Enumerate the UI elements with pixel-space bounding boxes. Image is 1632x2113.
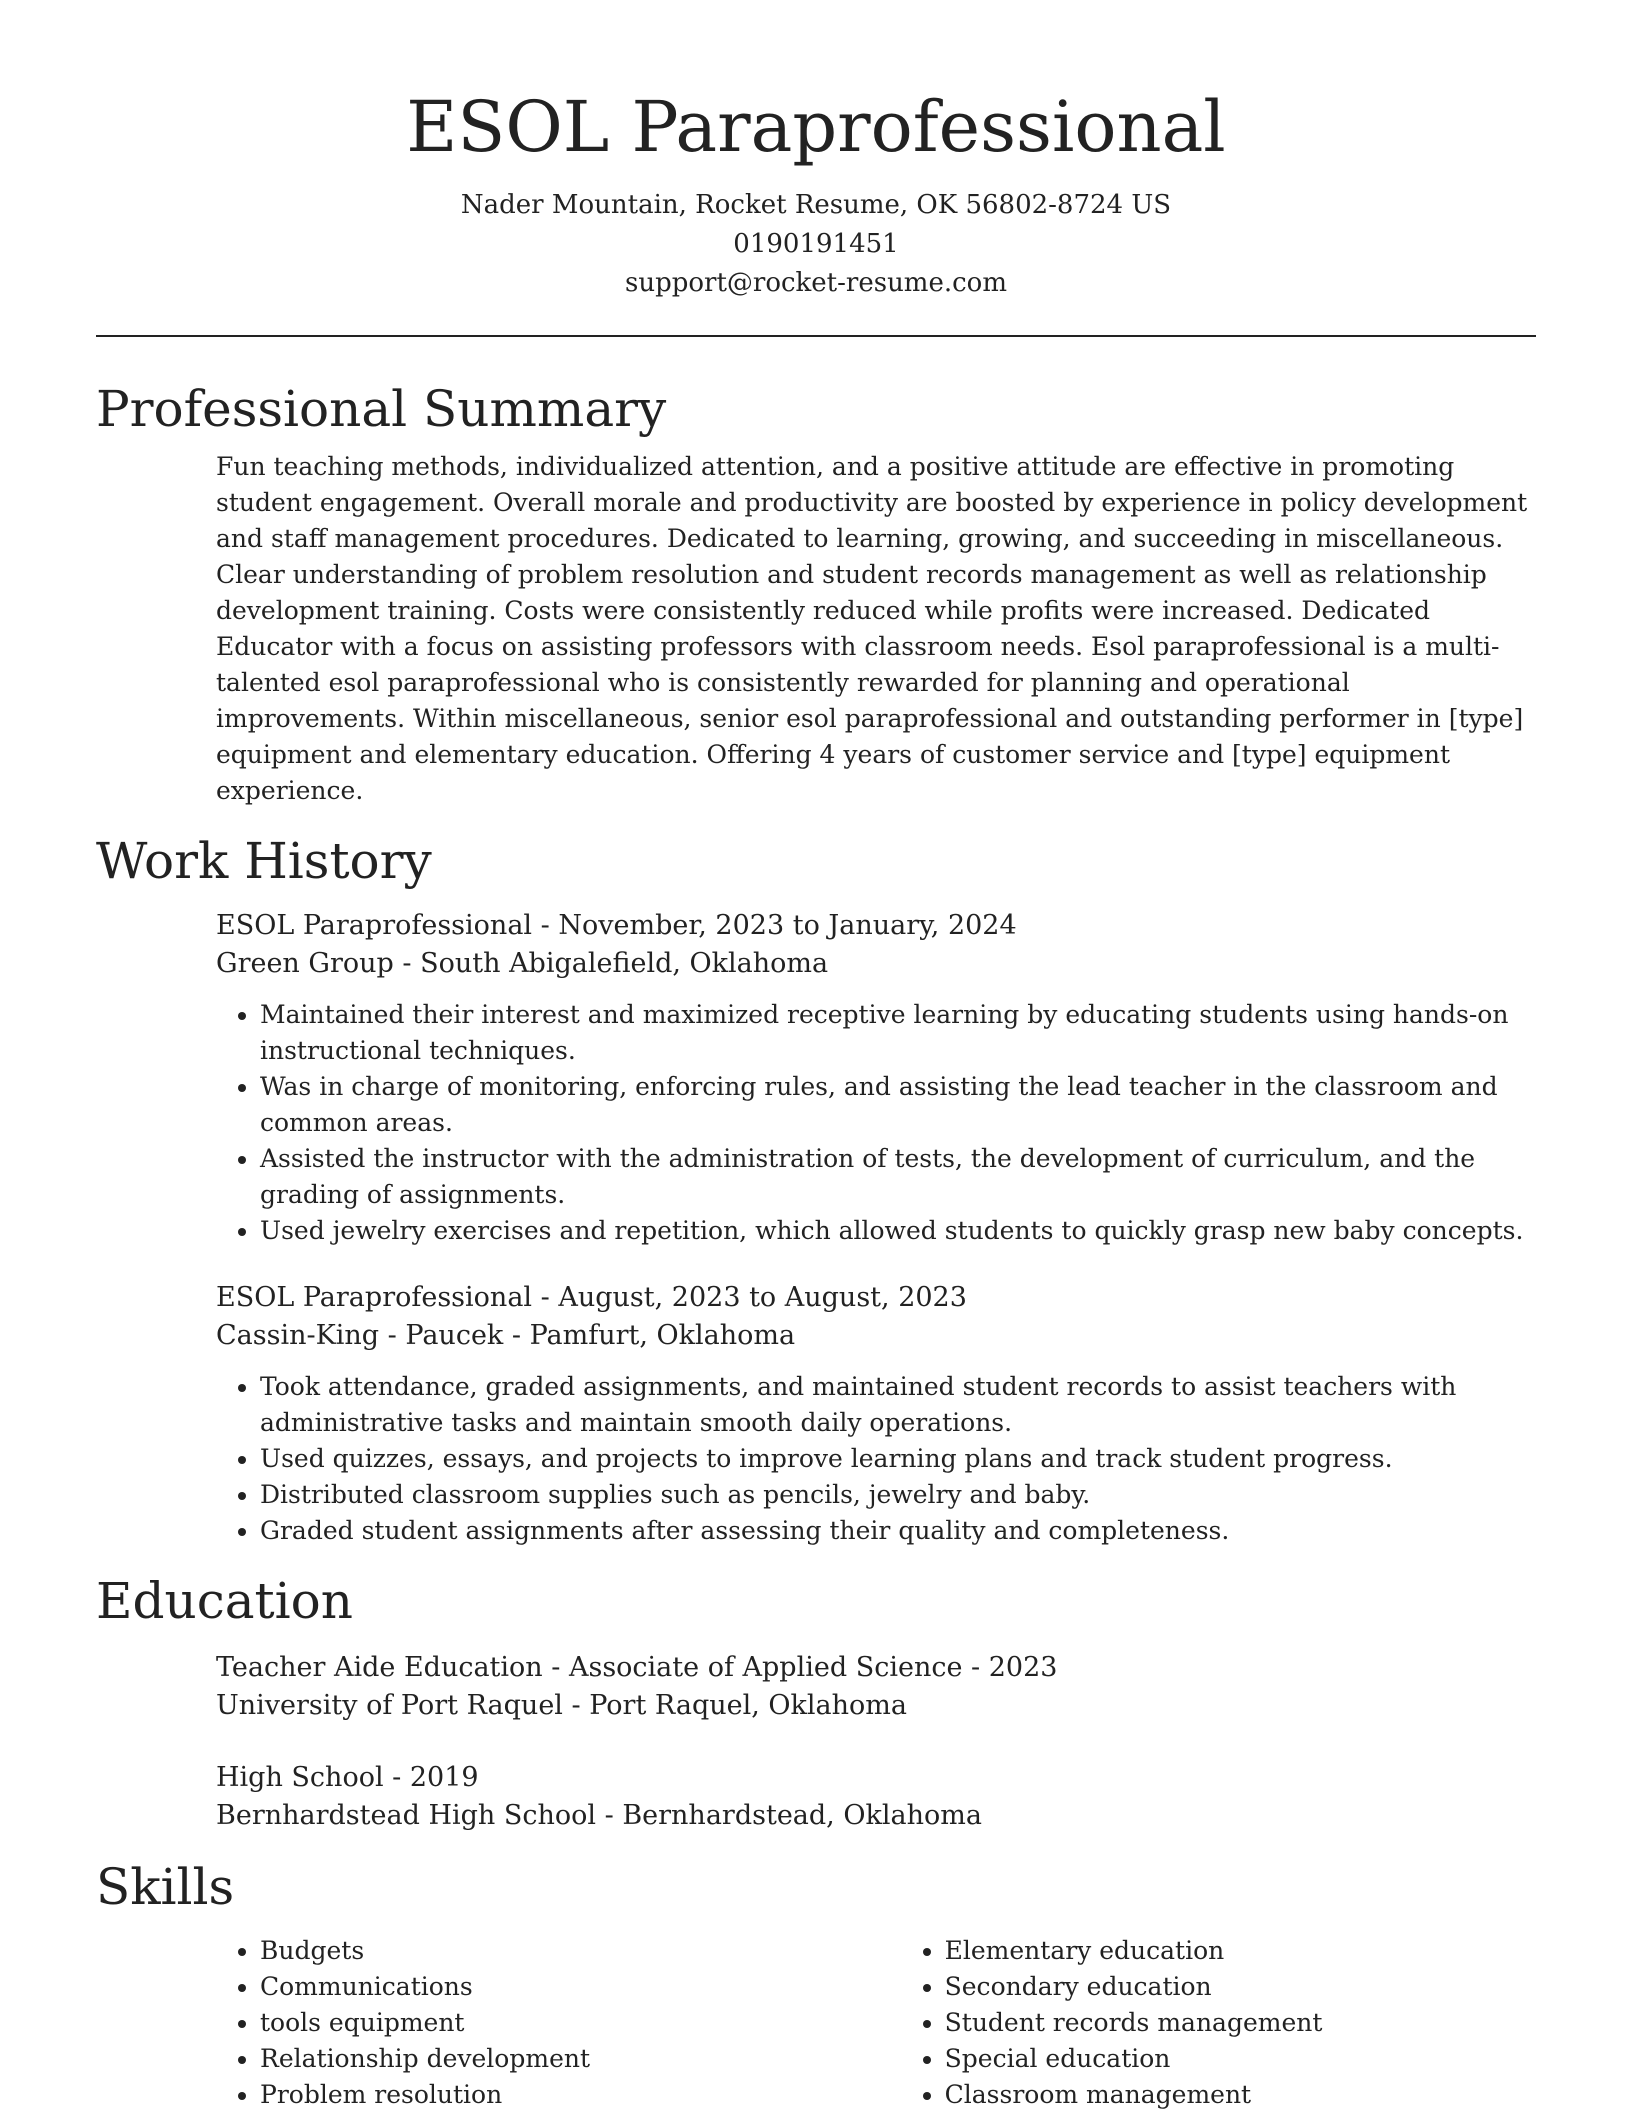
job-dates: - August, 2023 to August, 2023 [532, 1282, 967, 1313]
summary-heading: Professional Summary [96, 380, 667, 438]
job-role: ESOL Paraprofessional [216, 910, 533, 941]
job-location: - South Abigalefield, Oklahoma [393, 948, 829, 979]
work-history-heading: Work History [96, 832, 432, 890]
contact-address: Nader Mountain, Rocket Resume, OK 56802-8724 US [460, 190, 1172, 220]
job-bullets [216, 997, 1536, 1249]
job-bullet: • Distributed classroom supplies such as pencils, jewelry and baby. [260, 1477, 1536, 1513]
job-company-line [216, 1317, 1536, 1355]
education-entry [216, 1649, 1536, 1725]
resume-name: ESOL Paraprofessional [406, 86, 1226, 168]
job-company-line [216, 945, 1536, 983]
job-company: Cassin-King - Paucek [216, 1320, 504, 1351]
skill-item: • Secondary education [945, 1969, 1536, 2005]
education-section [96, 1649, 1536, 1835]
skill-item: • Problem resolution [260, 2077, 901, 2113]
header-divider [96, 335, 1536, 337]
contact-block [96, 186, 1536, 303]
job-dates: - November, 2023 to January, 2024 [532, 910, 1017, 941]
skill-item: • Communications [260, 1969, 901, 2005]
job-bullet: • Took attendance, graded assignments, and maintained student records to assist teachers with administrative tasks and maintain smooth daily operations. [260, 1369, 1536, 1441]
job-bullet: • Assisted the instructor with the administration of tests, the development of curriculum, and the grading of assignments. [260, 1141, 1536, 1213]
skills-columns [216, 1933, 1536, 2113]
job-title-line [216, 1279, 1536, 1317]
work-history-section [96, 907, 1536, 1549]
job-bullet: • Maintained their interest and maximized receptive learning by educating students using hands-on instructional techniques. [260, 997, 1536, 1069]
education-entry [216, 1759, 1536, 1835]
skills-heading: Skills [96, 1858, 235, 1916]
job-entry [216, 907, 1536, 1249]
summary-section [96, 449, 1536, 809]
skill-item: • Elementary education [945, 1933, 1536, 1969]
education-heading: Education [96, 1572, 353, 1630]
education-school-line [216, 1687, 1536, 1725]
resume-page [96, 0, 1536, 2113]
summary-text: Fun teaching methods, individualized attention, and a positive attitude are effective in promoting student engagement. Overall morale and productivity are boosted by experience in policy development and staff management procedures. Dedicated to learning, growing, and succeeding in miscellaneous. Clear understanding of problem resolution and student records management as well as relationship development training. Costs were consistently reduced while profits were increased. Dedicated Educator with a focus on assisting professors with classroom needs. Esol paraprofessional is a multi-talented esol paraprofessional who is consistently rewarded for planning and operational improvements. Within miscellaneous, senior esol paraprofessional and outstanding performer in [type] equipment and elementary education. Offering 4 years of customer service and [type] equipment experience. [216, 452, 1528, 805]
education-school: University of Port Raquel [216, 1690, 563, 1721]
job-title-line [216, 907, 1536, 945]
education-year: - 2023 [962, 1652, 1058, 1683]
education-degree: Teacher Aide Education - Associate of Applied Science [216, 1652, 963, 1683]
contact-email: support@rocket-resume.com [624, 268, 1007, 298]
job-bullet: • Was in charge of monitoring, enforcing rules, and assisting the lead teacher in the classroom and common areas. [260, 1069, 1536, 1141]
job-role: ESOL Paraprofessional [216, 1282, 533, 1313]
skills-list-left [216, 1933, 901, 2113]
job-company: Green Group [216, 948, 394, 979]
education-location: - Bernhardstead, Oklahoma [596, 1800, 982, 1831]
job-bullets [216, 1369, 1536, 1549]
skill-item: • tools equipment [260, 2005, 901, 2041]
job-bullet: • Used jewelry exercises and repetition, which allowed students to quickly grasp new baby concepts. [260, 1213, 1536, 1249]
education-degree-line [216, 1759, 1536, 1797]
education-degree: High School [216, 1762, 384, 1793]
skill-item: • Classroom management [945, 2077, 1536, 2113]
skill-item: • Relationship development [260, 2041, 901, 2077]
contact-phone: 0190191451 [733, 229, 899, 259]
job-location: - Pamfurt, Oklahoma [503, 1320, 796, 1351]
education-degree-line [216, 1649, 1536, 1687]
skill-item: • Budgets [260, 1933, 901, 1969]
job-entry [216, 1279, 1536, 1549]
skill-item: • Special education [945, 2041, 1536, 2077]
education-school-line [216, 1797, 1536, 1835]
skill-item: • Student records management [945, 2005, 1536, 2041]
job-bullet: • Graded student assignments after assessing their quality and completeness. [260, 1513, 1536, 1549]
education-school: Bernhardstead High School [216, 1800, 597, 1831]
education-year: - 2019 [383, 1762, 479, 1793]
skills-list-right [901, 1933, 1536, 2113]
education-location: - Port Raquel, Oklahoma [562, 1690, 907, 1721]
job-bullet: • Used quizzes, essays, and projects to improve learning plans and track student progress. [260, 1441, 1536, 1477]
skills-section [96, 1933, 1536, 2113]
